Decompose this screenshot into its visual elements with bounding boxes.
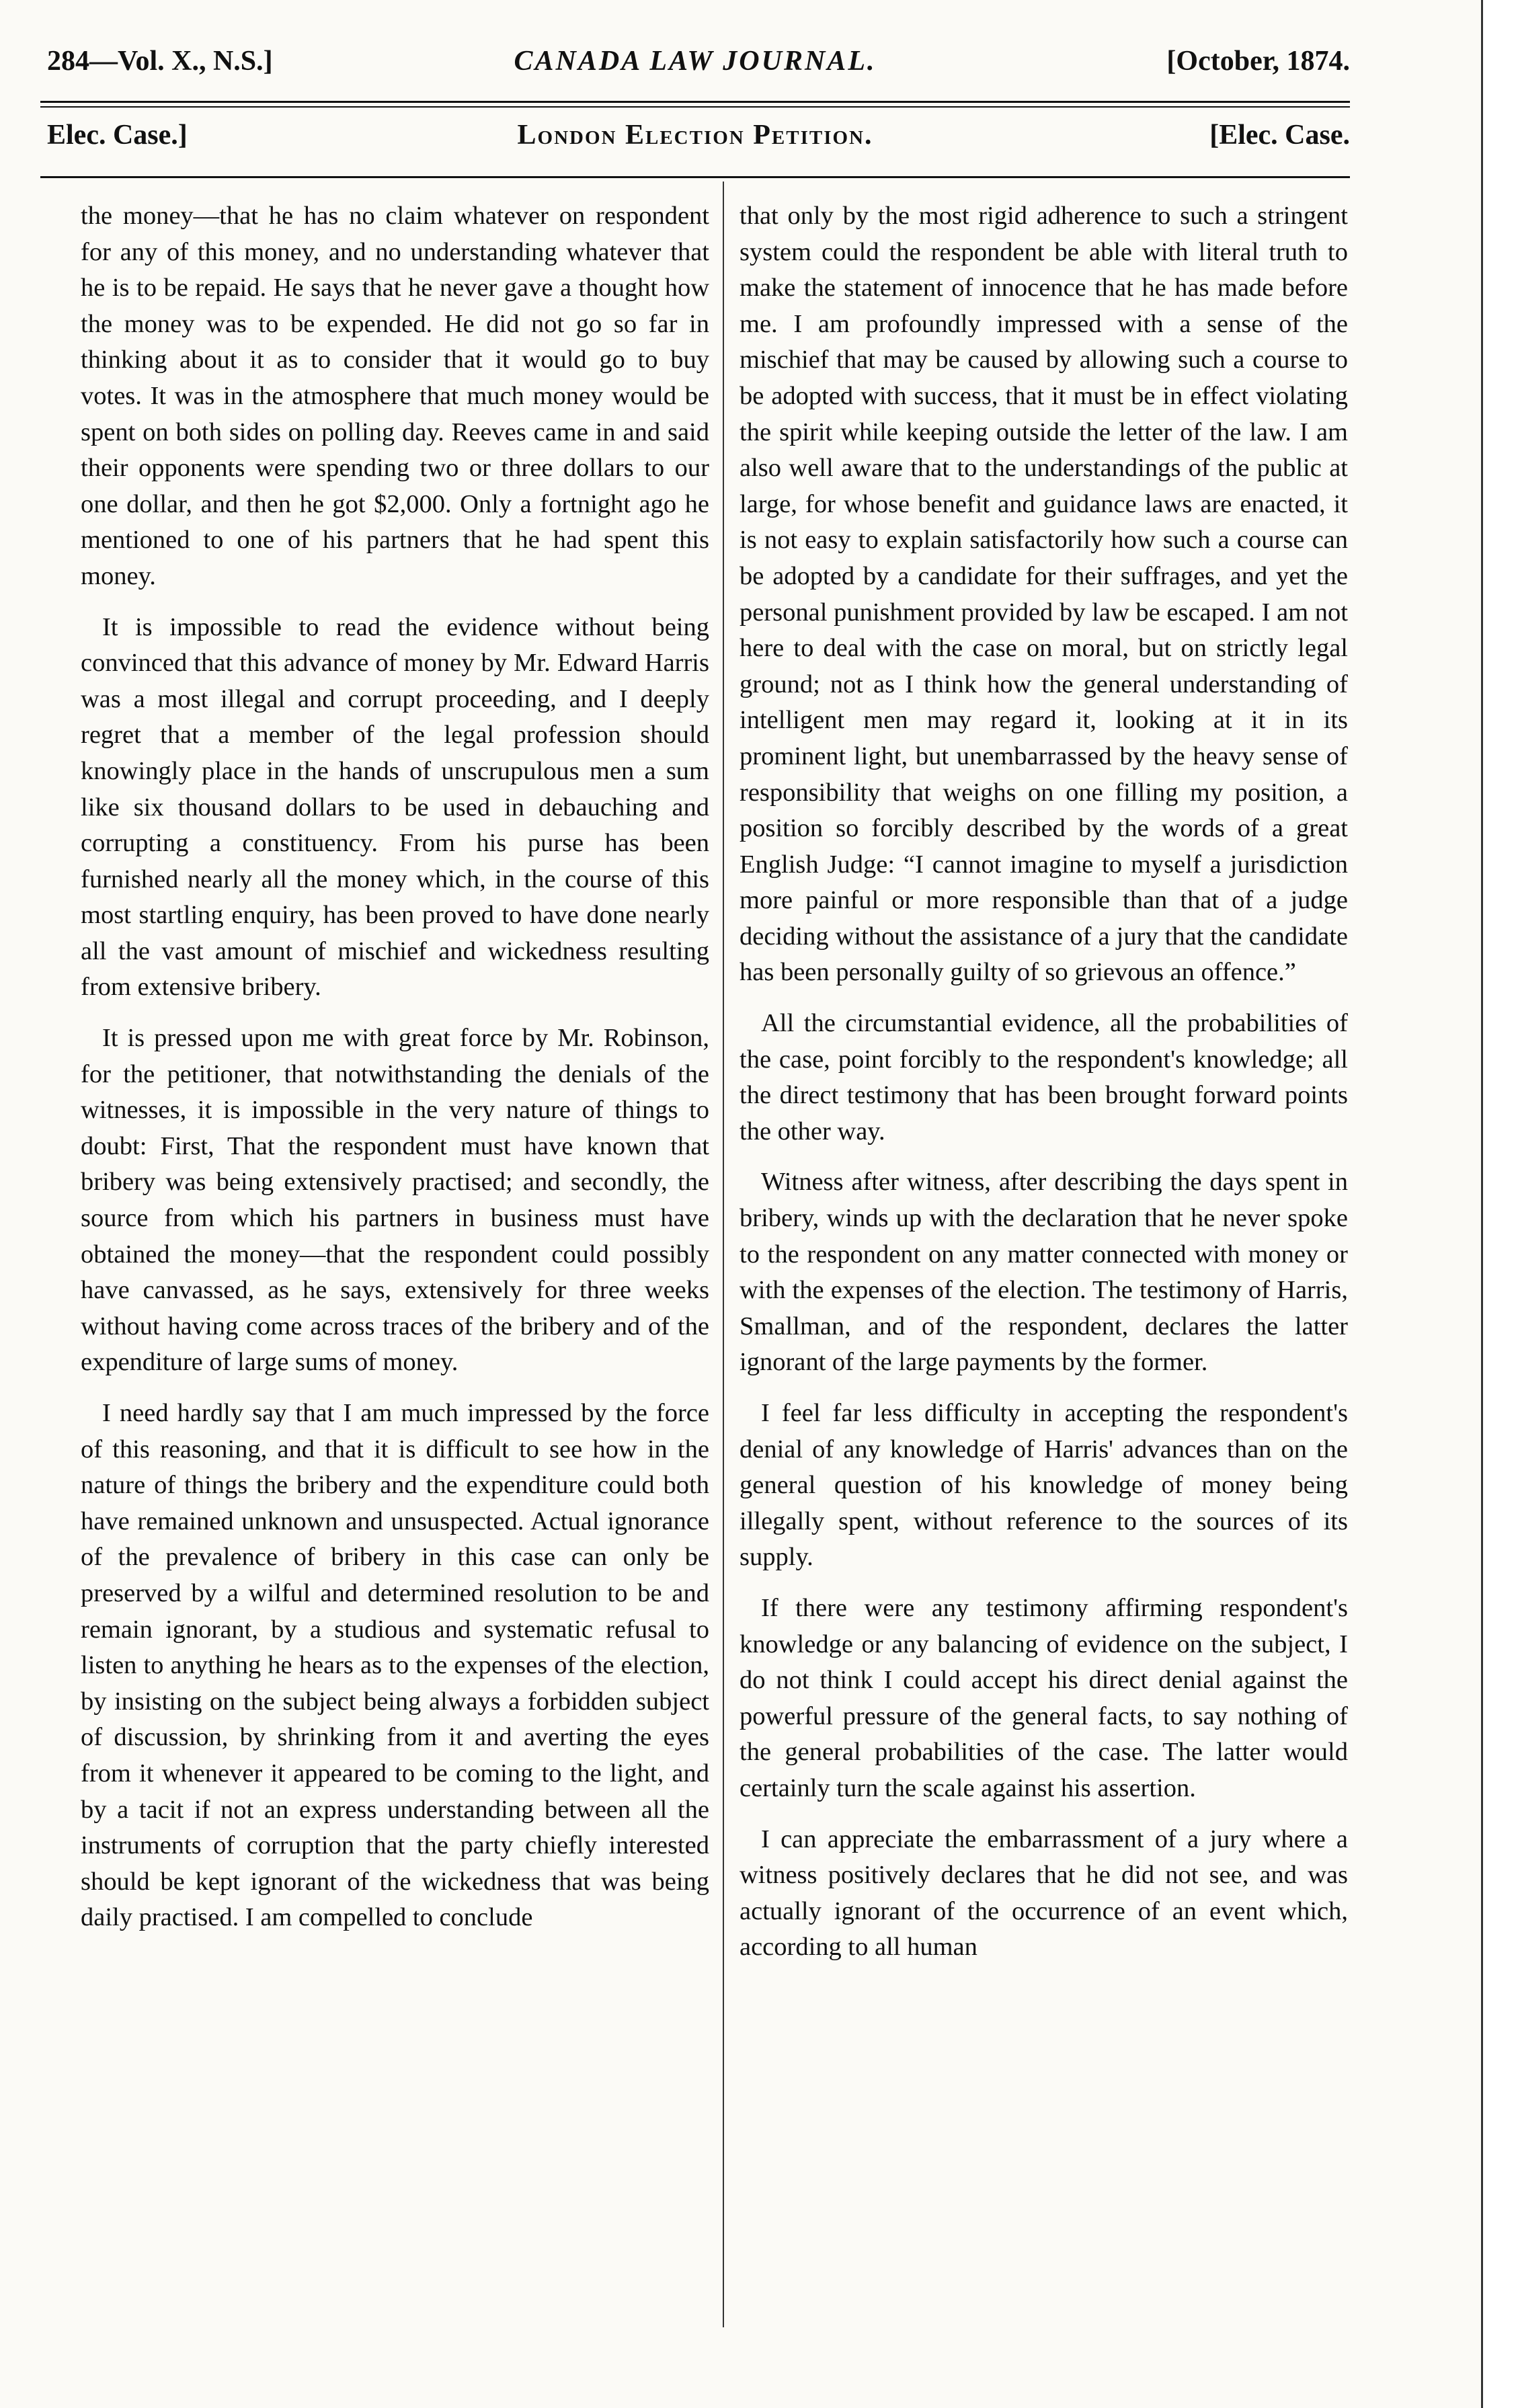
running-head-page-volume: 284—Vol. X., N.S.]	[47, 46, 273, 77]
paragraph: that only by the most rigid adherence to such a stringent system could the respondent be able with literal truth to make the statement of innocence that he has made before me. I am profoundly impressed with a sense of the mischief that may be caused by allowing such a course to be adopted with success, that it must be in effect violating the spirit while keeping outside the letter of the law. I am also well aware that to the understandings of the public at large, for whose benefit and guidance laws are enacted, it is not easy to explain satisfactorily how such a course can be adopted by a candidate for their suffrages, and yet the personal punishment provided by law be escaped. I am not here to deal with the case on moral, but on strictly legal ground; not as I think how the general understanding of intelligent men may regard it, looking at it in its prominent light, but unembarrassed by the heavy sense of responsibility that weighs on one filling my position, a position so forcibly described by the words of a great English Judge: “I cannot imagine to myself a jurisdiction more painful or more responsible than that of a judge deciding without the assistance of a jury that the candidate has been personally guilty of so grievous an offence.”	[740, 202, 1348, 987]
paragraph: Witness after witness, after describing the days spent in bribery, winds up with the declaration that he never spoke to the respondent on any matter connected with money or with the expenses of the election. The testimony of Harris, Smallman, and of the respondent, declares the latter ignorant of the large payments by the former.	[740, 1168, 1348, 1377]
column-divider	[723, 182, 724, 2327]
page-edge	[1481, 0, 1518, 2408]
left-column	[81, 198, 709, 1951]
running-head-journal-title: CANADA LAW JOURNAL.	[514, 46, 877, 77]
paragraph: It is impossible to read the evidence without being convinced that this advance of money by Mr. Edward Harris was a most illegal and corrupt proceeding, and I deeply regret that a member of the legal profession should knowingly place in the hands of unscrupulous men a sum like six thousand dollars to be used in debauching and corrupting a constituency. From his purse has been furnished nearly all the money which, in the course of this most startling enquiry, has been proved to have done nearly all the vast amount of mischief and wickedness resulting from extensive bribery.	[81, 612, 709, 1002]
paragraph: I need hardly say that I am much impressed by the force of this reasoning, and that it is difficult to see how in the nature of things the bribery and the expenditure could both have remained unknown and unsuspected. Actual ignorance of the prevalence of bribery in this case can only be preserved by a wilful and determined resolution to be and remain ignorant, by a studious and systematic refusal to listen to anything he hears as to the expenses of the election, by insisting on the subject being always a forbidden subject of discussion, by shrinking from it and averting the eyes from it whenever it appeared to be coming to the light, and by a tacit if not an express understanding between all the instruments of corruption that the party chiefly interested should be kept ignorant of the wickedness that was being daily practised. I am compelled to conclude	[81, 1399, 709, 1932]
paragraph: I can appreciate the embarrassment of a jury where a witness positively declares that he did not see, and was actually ignorant of the occurrence of an event which, according to all human	[740, 1824, 1348, 1962]
header-double-rule	[40, 101, 1350, 108]
paragraph: the money—that he has no claim whatever on respondent for any of this money, and no understanding whatever that he is to be repaid. He says that he never gave a thought how the money was to be expended. He did not go so far in thinking about it as to consider that it would go to buy votes. It was in the atmosphere that much money would be spent on both sides on polling day. Reeves came in and said their opponents were spending two or three dollars to our one dollar, and then he got $2,000. Only a fortnight ago he mentioned to one of his partners that he had spent this money.	[81, 202, 709, 590]
section-head-right: [Elec. Case.	[1209, 120, 1350, 151]
right-column	[740, 198, 1348, 1980]
section-head-left: Elec. Case.]	[47, 120, 188, 151]
paragraph: All the circumstantial evidence, all the probabilities of the case, point forcibly to the respondent's knowledge; all the direct testimony that has been brought forward points the other way.	[740, 1009, 1348, 1146]
paragraph: I feel far less difficulty in accepting the respondent's denial of any knowledge of Harris' advances than on the general question of his knowledge of money being illegally spent, without reference to the sources of its supply.	[740, 1399, 1348, 1572]
paragraph: It is pressed upon me with great force by Mr. Robinson, for the petitioner, that notwithstanding the denials of the witnesses, it is impossible in the very nature of things to doubt: First, That the respondent must have known that bribery was being extensively practised; and secondly, the source from which his partners in business must have obtained the money—that the respondent could possibly have canvassed, as he says, extensively for three weeks without having come across traces of the bribery and of the expenditure of large sums of money.	[81, 1024, 709, 1377]
paragraph: If there were any testimony affirming respondent's knowledge or any balancing of evidence on the subject, I do not think I could accept his direct denial against the powerful pressure of the general facts, to say nothing of the general probabilities of the case. The latter would certainly turn the scale against his assertion.	[740, 1593, 1348, 1802]
running-head	[40, 47, 1350, 94]
section-head-rule	[40, 176, 1350, 178]
running-head-date: [October, 1874.	[1166, 46, 1350, 77]
section-head-title: London Election Petition.	[517, 120, 873, 151]
section-head	[40, 121, 1350, 168]
